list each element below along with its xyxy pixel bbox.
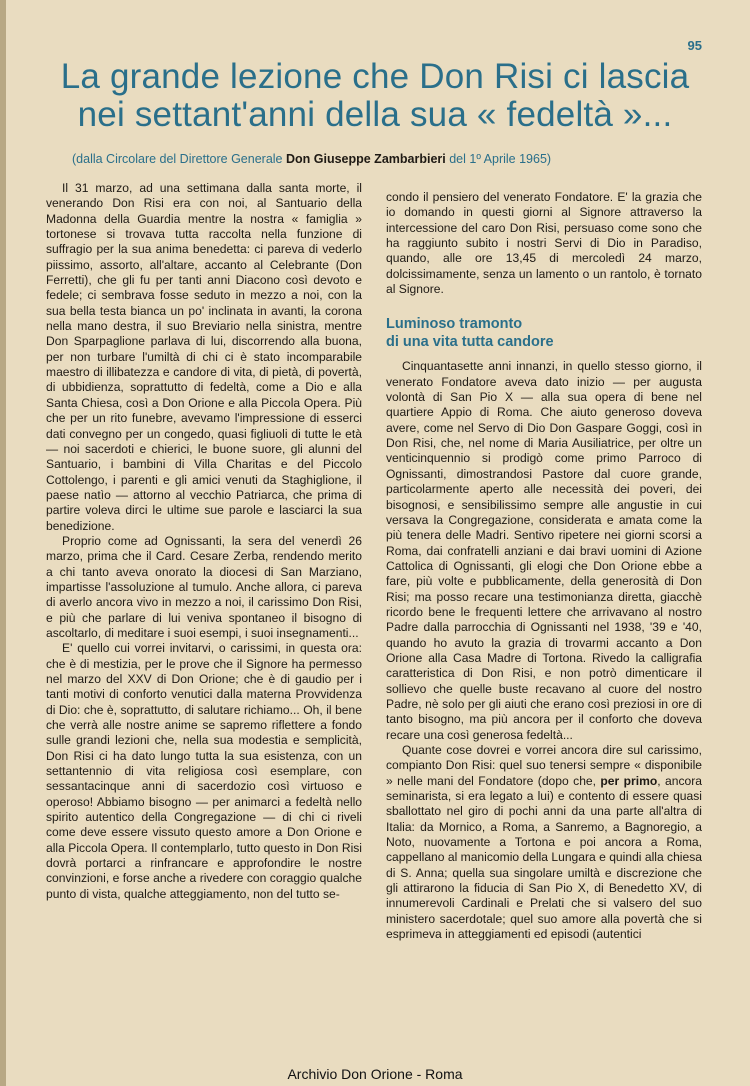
right-column [386,190,702,942]
left-paragraph-3: E' quello cui vorrei invitarvi, o carissimi, in questa ora: che è di mestizia, per le prove che il Signore ha permesso nel marzo del XXV di Don Orione; che è di gaudio per i tanti motivi di conforto venutici dalla materna Provvidenza di Dio: che è, soprattutto, di salutare richiamo... Oh, il bene che verrà alle nostre anime se sapremo riflettere a fondo sulle grandi lezioni che, nella sua modestia e semplicità, Don Risi ci ha dato lungo tutta la sua esistenza, con un settantennio di vita religiosa così esemplare, con sessantacinque anni di sacerdozio così virtuoso e operoso! Abbiamo bisogno — per animarci a fedeltà nello spirito autentico della Congregazione — di chi ci riveli come deve essere vissuto questo amore a Don Orione e alla Piccola Opera. Il contemplarlo, tutto questo in Don Risi dovrà portarci a rinfrancare e approfondire le nostre convinzioni, e forse anche a rivedere con coraggio qualche punto di vista, qualche atteggiamento, non del tutto se- [46,641,362,901]
section-heading-line-2: di una vita tutta candore [386,334,554,351]
right-paragraph-2: Cinquantasette anni innanzi, in quello stesso giorno, il venerato Fondatore aveva dato inizio — per augusta volontà di San Pio X — alla sua opera di bene nel quartiere Appio di Roma. Che aiuto generoso doveva avere, come nel Servo di Dio Don Gaspare Goggi, così in Don Risi, che, nel nome di Maria Ausiliatrice, per oltre un venticinquennio si prodigò come primo Parroco di Ognissanti, dimostrandosi Pastore dal cuore grande, particolarmente aperto alle necessità dei poveri, dei bisognosi, e sensibilissimo sempre alle angustie in cui versava la Congregazione, considerata e amata come la più tenera delle Madri. Sentivo ripetere nei giorni scorsi a Roma, dai confratelli anziani e dai bravi uomini di Azione Cattolica di Ognissanti, gli elogi che Don Orione ebbe a fare, più volte e pubblicamente, della generosità di Don Risi; ma posso recare una testimonianza diretta, giacchè ricordo bene le frequenti lettere che arrivavano al nostro Padre dalla parrocchia di Ognissanti nel 1938, '39 e '40, quando ho avuto la grazia di trovarmi accanto a Don Orione alla Casa Madre di Tortona. Rivedo la calligrafia caratteristica di Don Risi, e non potrò dimenticare il sollievo che quelle buste recavano al cuore del nostro Padre, nè solo per gli aiuti che erano così preziosi in ore di tanto bisogno, ma più ancora per il conforto che doveva recare una così generosa fedeltà... [386,359,702,742]
right-paragraph-3 [386,743,702,942]
right-paragraph-3-start: Quante cose dovrei e vorrei ancora dire sul carissimo, compianto Don Risi: quel suo tenersi sempre « disponibile » nelle mani del Fondatore (dopo che, [386,743,702,788]
subtitle-suffix: del 1º Aprile 1965) [445,152,552,166]
left-paragraph-2: Proprio come ad Ognissanti, la sera del venerdì 26 marzo, prima che il Card. Cesare Zerba, rendendo merito a chi tanto aveva onorato la diocesi di San Marziano, impartisse l'assoluzione al tumulo. Anche allora, ci pareva di averlo ancora vivo in mezzo a noi, il carissimo Don Risi, e più che parlare di lui veniva spontaneo il bisogno di ascoltarlo, di meditare i suoi esempi, i suoi insegnamenti... [46,533,362,640]
page-number: 95 [687,38,702,53]
right-paragraph-3-bold: per primo [600,773,658,788]
article-title [0,58,750,134]
left-paragraph-1: Il 31 marzo, ad una settimana dalla santa morte, il venerando Don Risi era con noi, al Santuario della Madonna della Guardia mentre la nostra « famiglia » tortonese si trovava tutta raccolta nella funzione di suffragio per la sua anima benedetta: ci pareva di vederlo piissimo, assorto, all'altare, accanto al Celebrante (Don Ferretti), che gli fu per tanti anni Diacono così devoto e fedele; ci sembrava fosse seduto in mezzo a noi, con la sua bella testa bianca un po' inclinata in avanti, la corona nella mano destra, il suo Breviario nella sinistra, mentre Don Sparpaglione parlava di lui, discorrendo alla buona, per non turbare l'umiltà di chi ci è stato incomparabile maestro di illibatezza e candore di vita, di pietà, di povertà, di ubbidienza, soprattutto di fedeltà, come a Dio e alla Santa Chiesa, così a Don Orione e alla Piccola Opera. Più che per un rito funebre, avevamo l'impressione di esserci dati convegno per un congedo, quasi figliuoli di tutte le età — noi sacerdoti e chierici, le buone suore, gli alunni del Santuario, i bambini di Villa Charitas e del Piccolo Cottolengo, i parenti e gli amici venuti da Staghiglione, il paese natìo — attorno al vecchio Patriarca, che prima di partire voleva dirci le ultime sue parole e lasciarci la sua benedizione. [46,181,362,533]
subtitle-prefix: (dalla Circolare del Direttore Generale [72,152,286,166]
right-paragraph-3-end: , ancora seminarista, si era legato a lui) e contento di essere quasi sballottato nel giro di pochi anni da una parte all'altra di Italia: da Mornico, a Roma, a Sanremo, a Bagnoregio, a Noto, nuovamente a Tortona e poi ancora a Roma, cappellano al manicomio della Lungara e quindi alla chiesa di S. Anna; quella sua singolare umiltà e discrezione che gli attirarono la fiducia di San Pio X, di Benedetto XV, di innumerevoli Cardinali e Prelati che si valsero del suo ministero sacerdotale; quel suo amore alla povertà che si esprimeva in atteggiamenti ed episodi (autentici [386,773,702,942]
archive-footer: Archivio Don Orione - Roma [287,1066,463,1082]
section-heading-line-1: Luminoso tramonto [386,316,523,333]
title-line-1: La grande lezione che Don Risi ci lascia [60,57,690,96]
subtitle-author: Don Giuseppe Zambarbieri [285,152,446,166]
article-subtitle [72,152,712,166]
left-column [46,181,362,902]
section-heading [386,315,702,351]
right-paragraph-1: condo il pensiero del venerato Fondatore. E' la grazia che io domando in questi giorni al Signore attraverso la intercessione del caro Don Risi, persuaso come sono che ha raggiunto subito i nostri Servi di Dio in Paradiso, quando, alle ore 13,45 di mercoledì 24 marzo, dolcissimamente, senza un lamento o un rantolo, è tornato al Signore. [386,190,702,297]
title-line-2: nei settant'anni della sua « fedeltà »... [77,95,673,134]
page-edge [0,0,6,1086]
